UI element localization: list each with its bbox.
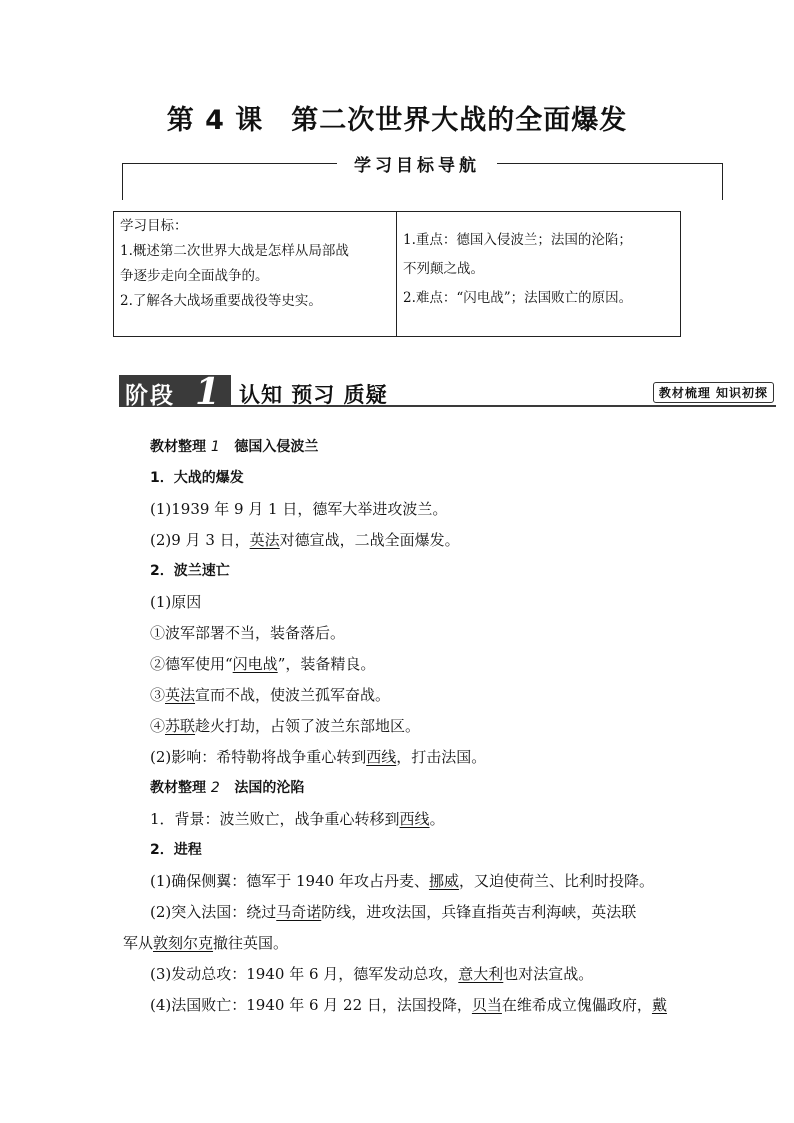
text-line: (4)法国败亡：1940 年 6 月 22 日，法国投降，贝当在维希成立傀儡政府，戴 [150,996,667,1014]
fill-answer: 西线 [366,748,397,766]
text-line: (2)9 月 3 日，英法对德宣战，二战全面爆发。 [150,531,460,549]
text-line: (1)1939 年 9 月 1 日，德军大举进攻波兰。 [150,500,448,518]
section2-heading-num: 2 [210,780,220,796]
fill-answer: 苏联 [165,717,196,735]
subheading-process: 2．进程 [150,842,202,858]
key-point-1a: 1.重点：德国入侵波兰；法国的沦陷； [403,232,632,248]
section2-heading-label: 教材整理 [150,780,206,796]
text-line: (1)原因 [150,593,202,611]
section1-heading-label: 教材整理 [150,439,206,455]
fill-answer: 英法 [165,686,196,704]
goals-left-cell [114,212,397,336]
fill-answer: 敦刻尔克 [153,934,214,952]
text-line: ②德军使用“闪电战”，装备精良。 [150,655,376,673]
text-line: (3)发动总攻：1940 年 6 月，德军发动总攻，意大利也对法宣战。 [150,965,594,983]
fill-answer: 戴 [651,996,667,1014]
goal-1b: 争逐步走向全面战争的。 [120,268,269,284]
text-line: (2)突入法国：绕过马奇诺防线，进攻法国，兵锋直指英吉利海峡，英法联 [150,903,637,921]
lesson-content [123,432,680,1021]
stage-word: 阶段 [125,383,175,409]
stage-underline [231,405,776,407]
nav-left-tick [122,163,123,200]
fill-answer: 闪电战 [232,655,278,673]
subheading-outbreak: 1．大战的爆发 [150,470,244,486]
goals-heading: 学习目标： [120,218,188,234]
fill-answer: 英法 [249,531,280,549]
nav-right-tick [722,163,723,200]
fill-answer: 西线 [399,810,430,828]
stage-number: 1 [195,371,221,413]
text-line: ④苏联趁火打劫，占领了波兰东部地区。 [150,717,421,735]
section1-heading-title: 德国入侵波兰 [234,439,319,455]
section2-heading [150,773,680,804]
stage-title: 认知 预习 质疑 [239,382,388,407]
stage-banner [119,371,776,413]
lesson-title: 第 4 课 第二次世界大战的全面爆发 [166,105,628,136]
text-line: (1)确保侧翼：德军于 1940 年攻占丹麦、挪威，又迫使荷兰、比利时投降。 [150,872,654,890]
text-line: 1．背景：波兰败亡，战争重心转移到西线。 [150,810,445,828]
nav-label: 学习目标导航 [337,151,497,176]
section2-heading-title: 法国的沦陷 [234,780,305,796]
text-line: ①波军部署不当，装备落后。 [150,624,346,642]
goal-1a: 1.概述第二次世界大战是怎样从局部战 [120,243,349,259]
text-line: (2)影响：希特勒将战争重心转到西线，打击法国。 [150,748,487,766]
section1-heading-num: 1 [210,439,220,455]
stage-tag: 教材梳理 知识初探 [653,382,774,403]
goal-2: 2.了解各大战场重要战役等史实。 [120,293,322,309]
fill-answer: 贝当 [471,996,502,1014]
text-line: ③英法宣而不战，使波兰孤军奋战。 [150,686,391,704]
fill-answer: 挪威 [428,872,459,890]
goals-table [113,211,681,337]
text-line: 军从敦刻尔克撤往英国。 [123,934,289,952]
key-point-1b: 不列颠之战。 [403,261,484,277]
fill-answer: 马奇诺 [276,903,322,921]
goals-right-cell [397,212,680,336]
subheading-poland: 2．波兰速亡 [150,563,230,579]
key-point-2: 2.难点：“闪电战”；法国败亡的原因。 [403,290,633,306]
fill-answer: 意大利 [458,965,504,983]
section1-heading [150,432,680,463]
